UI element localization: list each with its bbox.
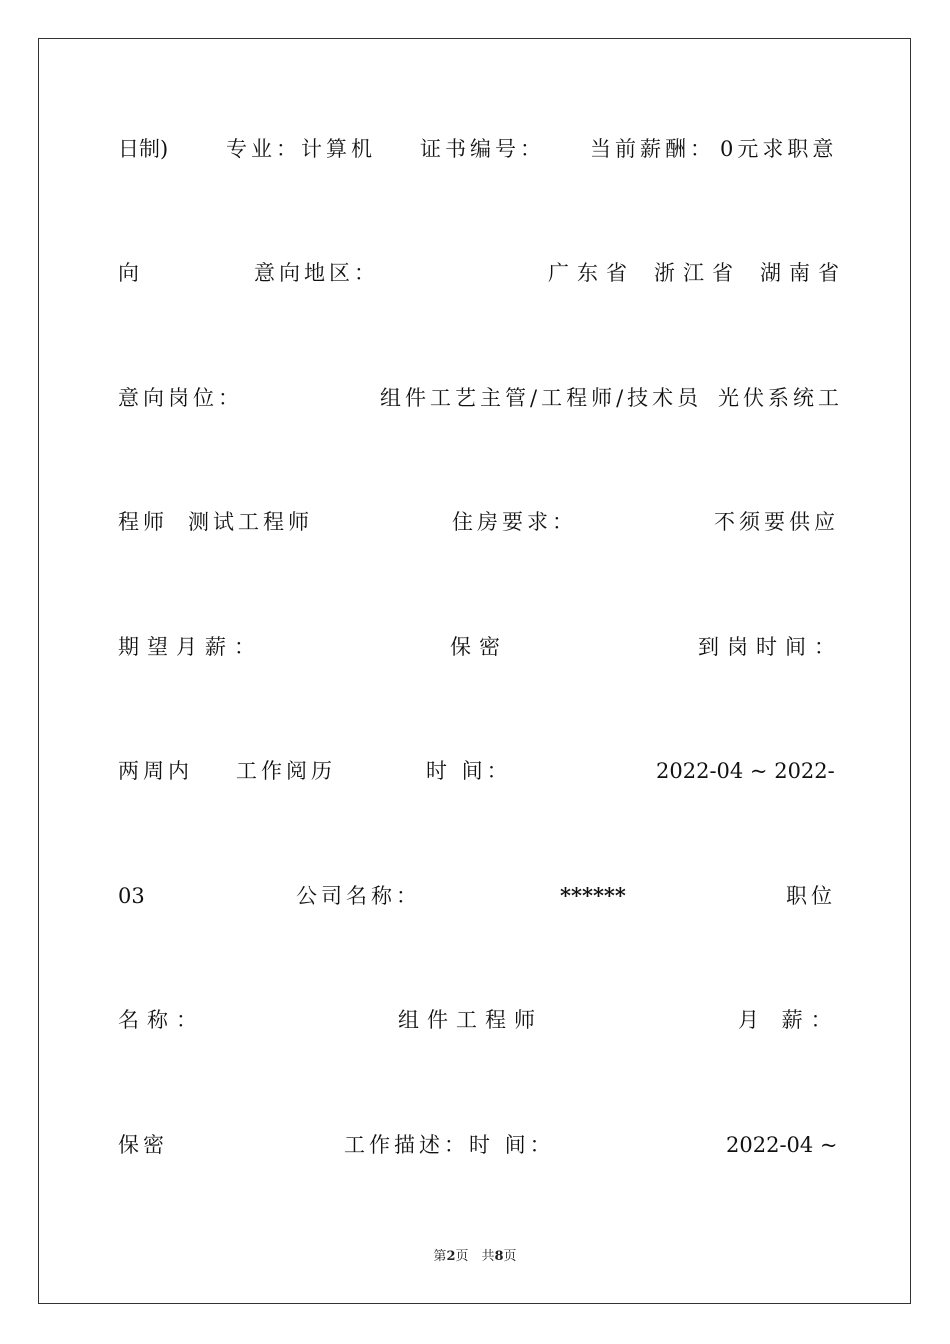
housing-label: 住房要求： — [452, 510, 577, 534]
major-label: 专业：计算机 — [226, 137, 376, 161]
text-line-6 — [118, 756, 833, 786]
region-hunan: 湖南省 — [760, 261, 847, 285]
text-line-1 — [118, 134, 838, 164]
job-time-value: 2022-04 ~ — [726, 1133, 838, 1157]
company-name-value: ****** — [560, 883, 626, 908]
region-zhejiang: 浙江省 — [654, 261, 741, 285]
current-salary-value: 0元求职意 — [720, 137, 838, 161]
page-footer — [0, 1248, 950, 1266]
text-line-2 — [118, 258, 847, 288]
position-label-end: 名称： — [118, 1008, 205, 1032]
time-range-end: 03 — [118, 884, 145, 908]
job-description-label: 工作描述：时 间： — [344, 1133, 555, 1157]
footer-suffix: 页 — [503, 1249, 517, 1264]
current-page-number: 2 — [446, 1249, 456, 1264]
text-segment: 程师 — [118, 510, 168, 534]
total-page-number: 8 — [494, 1249, 504, 1264]
intended-position-value: 组件工艺主管/工程师/技术员 — [380, 386, 703, 410]
text-line-5 — [118, 632, 843, 662]
footer-mid: 页 共 — [455, 1249, 495, 1264]
text-segment: 日制) — [118, 137, 169, 161]
work-experience-heading: 工作阅历 — [236, 759, 336, 783]
company-name-label: 公司名称： — [296, 884, 421, 908]
text-line-8 — [118, 1005, 840, 1035]
certificate-label: 证书编号： — [420, 137, 545, 161]
text-line-4 — [118, 507, 839, 537]
position-value: 组件工程师 — [398, 1008, 543, 1032]
monthly-salary-value: 保密 — [118, 1133, 168, 1157]
monthly-salary-label: 月 薪： — [738, 1008, 840, 1032]
page-border — [38, 38, 911, 1304]
time-label: 时 间： — [426, 759, 512, 783]
intended-position-value-2: 光伏系统工 — [718, 386, 843, 410]
footer-prefix: 第 — [433, 1249, 447, 1264]
start-time-label: 到岗时间： — [698, 635, 843, 659]
expected-salary-label: 期望月薪： — [118, 635, 263, 659]
start-time-value: 两周内 — [118, 759, 193, 783]
position-label-start: 职位 — [786, 884, 836, 908]
current-salary-label: 当前薪酬： — [590, 137, 715, 161]
test-engineer-text: 测试工程师 — [188, 510, 313, 534]
expected-salary-value: 保密 — [450, 635, 508, 659]
intended-region-label: 意向地区： — [254, 261, 379, 285]
text-line-9 — [118, 1130, 838, 1160]
text-line-3 — [118, 383, 843, 413]
region-guangdong: 广东省 — [548, 261, 635, 285]
housing-value: 不须要供应 — [714, 510, 839, 534]
text-segment: 向 — [118, 261, 139, 285]
intended-position-label: 意向岗位： — [118, 386, 243, 410]
text-line-7 — [118, 881, 836, 911]
time-range-value: 2022-04 ~ 2022- — [656, 759, 835, 783]
